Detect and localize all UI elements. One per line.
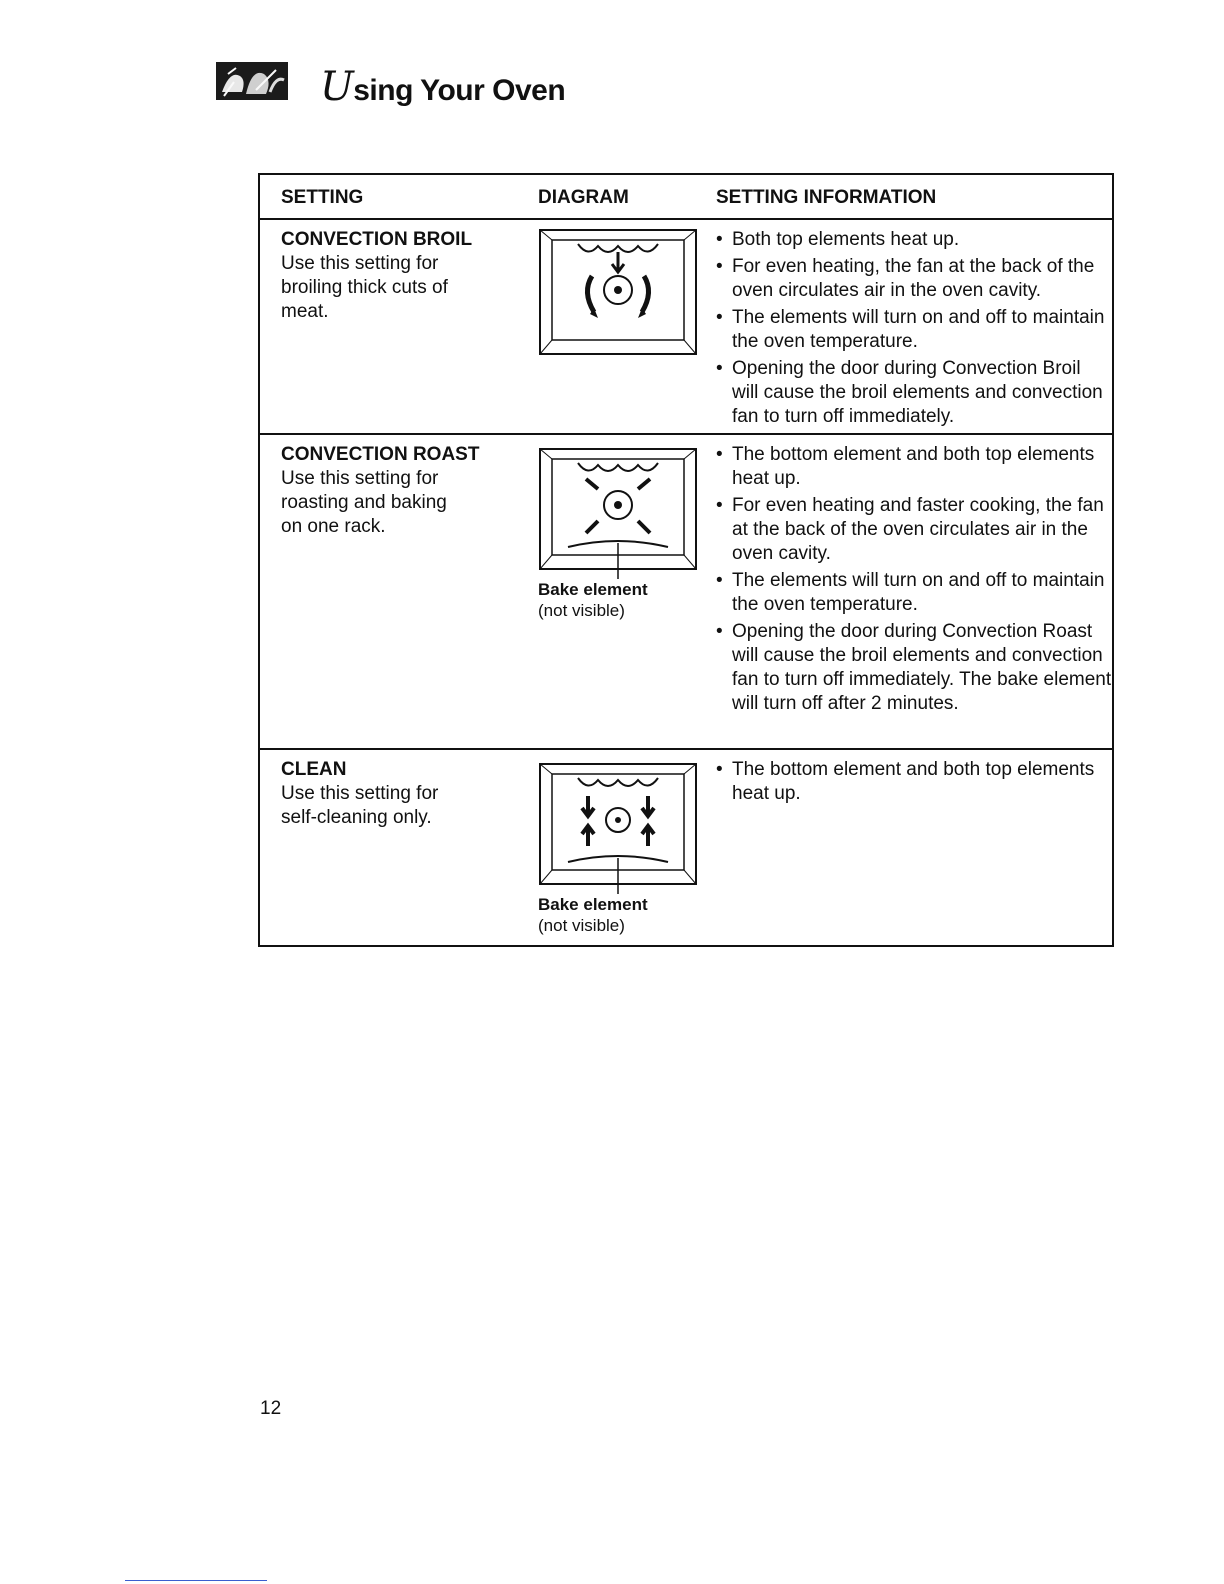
info-bullet: • The elements will turn on and off to maintain the oven temperature. [716, 307, 1105, 352]
convection-broil-diagram-icon [538, 228, 698, 356]
caption-note: (not visible) [538, 916, 625, 935]
column-header-setting: SETTING [281, 187, 364, 208]
info-bullet: • Both top elements heat up. [716, 229, 960, 250]
table-row [260, 220, 1112, 432]
info-bullet: • For even heating and faster cooking, the fan at the back of the oven circulates air in the oven cavity. [716, 495, 1104, 564]
info-bullet: • The bottom element and both top elements heat up. [716, 444, 1095, 489]
setting-cell [281, 228, 531, 324]
bottom-rule [125, 1580, 267, 1581]
setting-name: CONVECTION ROAST [281, 444, 480, 465]
convection-roast-diagram-icon [538, 443, 698, 579]
info-cell [712, 758, 1112, 809]
column-header-info: SETTING INFORMATION [716, 187, 937, 208]
table-row [260, 435, 1112, 747]
setting-name: CLEAN [281, 759, 347, 780]
settings-table [258, 173, 1114, 947]
diagram-cell [538, 758, 706, 936]
info-bullet: • Opening the door during Convection Roast will cause the broil elements and convection fan to turn off immediately. The bake element will turn off after 2 minutes. [716, 621, 1112, 714]
column-header-diagram: DIAGRAM [538, 187, 629, 208]
diagram-caption [538, 894, 706, 936]
title-initial: U [320, 64, 354, 110]
caption-note: (not visible) [538, 601, 625, 620]
setting-cell [281, 758, 531, 830]
info-cell [712, 443, 1112, 719]
setting-description: Use this setting for self-cleaning only. [281, 783, 439, 828]
caption-label: Bake element [538, 580, 648, 599]
diagram-caption [538, 579, 706, 621]
info-bullet: • For even heating, the fan at the back of the oven circulates air in the oven cavity. [716, 256, 1095, 301]
page-number: 12 [260, 1398, 282, 1419]
setting-description: Use this setting for roasting and baking on one rack. [281, 468, 447, 537]
oven-mitt-logo-icon [216, 62, 288, 100]
setting-description: Use this setting for broiling thick cuts of meat. [281, 253, 448, 322]
table-row [260, 750, 1112, 945]
page-title [320, 64, 565, 110]
title-rest: sing Your Oven [353, 74, 566, 107]
diagram-cell [538, 443, 706, 621]
info-bullet: • The bottom element and both top elements heat up. [716, 759, 1095, 804]
info-bullet: • Opening the door during Convection Broil will cause the broil elements and convection fan to turn off immediately. [716, 358, 1103, 427]
caption-label: Bake element [538, 895, 648, 914]
setting-name: CONVECTION BROIL [281, 229, 473, 250]
info-bullet: • The elements will turn on and off to maintain the oven temperature. [716, 570, 1105, 615]
diagram-cell [538, 228, 706, 356]
setting-cell [281, 443, 531, 539]
info-cell [712, 228, 1112, 432]
clean-diagram-icon [538, 758, 698, 894]
